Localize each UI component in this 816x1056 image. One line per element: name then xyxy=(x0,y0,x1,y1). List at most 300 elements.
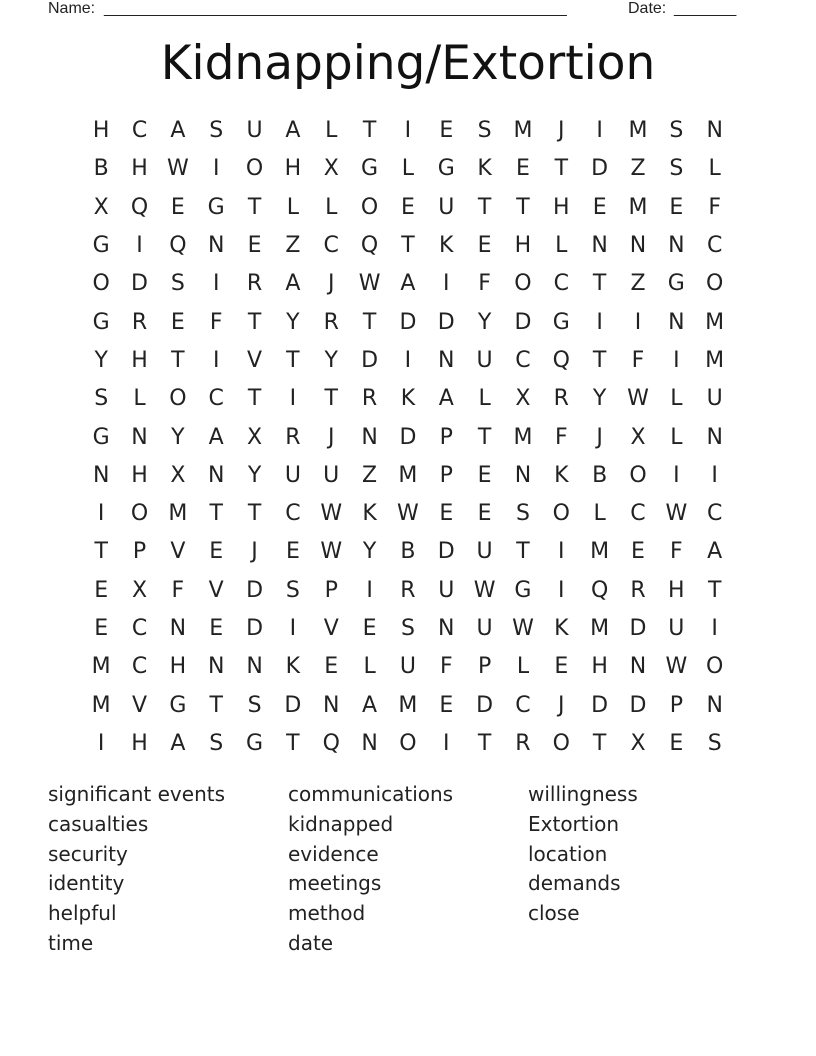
grid-letter[interactable]: D xyxy=(246,616,264,641)
grid-letter[interactable]: W xyxy=(665,654,688,680)
grid-letter[interactable]: S xyxy=(285,577,300,603)
grid-letter[interactable]: H xyxy=(131,462,148,488)
grid-letter[interactable]: I xyxy=(404,118,412,144)
grid-letter[interactable]: G xyxy=(246,730,264,756)
grid-letter[interactable]: S xyxy=(247,692,262,718)
grid-row xyxy=(82,189,734,227)
grid-letter[interactable]: Q xyxy=(130,194,149,220)
grid-letter[interactable]: I xyxy=(673,347,680,373)
grid-letter[interactable]: Y xyxy=(477,309,492,335)
grid-letter[interactable]: Z xyxy=(285,233,301,259)
grid-letter[interactable]: T xyxy=(286,730,300,756)
grid-letter[interactable]: Q xyxy=(169,233,187,259)
grid-letter[interactable]: N xyxy=(169,616,187,641)
grid-letter[interactable]: D xyxy=(284,692,302,718)
grid-letter[interactable]: I xyxy=(212,156,220,182)
grid-letter[interactable]: I xyxy=(443,271,450,297)
grid-letter[interactable]: O xyxy=(706,271,724,297)
grid-letter[interactable]: O xyxy=(360,194,379,220)
grid-letter[interactable]: H xyxy=(169,654,187,680)
grid-letter[interactable]: X xyxy=(630,424,646,450)
grid-letter[interactable]: I xyxy=(289,386,297,412)
word-column xyxy=(528,780,768,959)
grid-letter[interactable]: U xyxy=(476,616,493,641)
grid-letter[interactable]: I xyxy=(596,118,603,144)
grid-letter[interactable]: V xyxy=(323,616,339,641)
grid-row xyxy=(82,495,734,533)
grid-letter[interactable]: F xyxy=(478,271,491,297)
grid-letter[interactable]: N xyxy=(514,462,532,488)
grid-letter[interactable]: I xyxy=(558,539,565,565)
grid-letter[interactable]: K xyxy=(439,233,454,259)
grid-letter[interactable]: D xyxy=(591,156,609,182)
grid-letter[interactable]: E xyxy=(324,654,339,680)
grid-letter[interactable]: D xyxy=(591,692,609,718)
grid-letter[interactable]: Y xyxy=(324,347,338,373)
grid-letter[interactable]: Q xyxy=(322,730,340,756)
grid-letter[interactable]: U xyxy=(438,577,455,603)
grid-letter[interactable]: T xyxy=(94,539,108,565)
grid-letter[interactable]: V xyxy=(170,539,186,565)
grid-letter[interactable]: R xyxy=(630,577,646,603)
grid-letter[interactable]: X xyxy=(247,424,263,450)
grid-letter[interactable]: D xyxy=(437,539,455,565)
grid-letter[interactable]: U xyxy=(706,386,723,412)
grid-letter[interactable]: N xyxy=(629,654,647,680)
grid-letter[interactable]: F xyxy=(209,309,223,335)
grid-letter[interactable]: D xyxy=(437,309,455,335)
grid-letter[interactable]: I xyxy=(711,462,718,488)
grid-letter[interactable]: Y xyxy=(247,462,262,488)
grid-letter[interactable]: F xyxy=(554,424,568,450)
grid-letter[interactable]: X xyxy=(323,156,339,182)
grid-letter[interactable]: T xyxy=(247,501,262,527)
grid-letter[interactable]: R xyxy=(553,386,569,412)
grid-letter[interactable]: S xyxy=(477,118,492,144)
grid-letter[interactable]: N xyxy=(706,692,723,718)
grid-letter[interactable]: F xyxy=(171,577,185,603)
grid-letter[interactable]: O xyxy=(552,730,570,756)
grid-letter[interactable]: N xyxy=(438,347,455,373)
grid-letter[interactable]: X xyxy=(630,730,646,756)
grid-letter[interactable]: C xyxy=(706,501,723,527)
grid-letter[interactable]: X xyxy=(170,462,186,488)
grid-letter[interactable]: K xyxy=(285,654,301,680)
grid-letter[interactable]: L xyxy=(555,233,568,259)
grid-letter[interactable]: L xyxy=(593,501,606,527)
grid-letter[interactable]: I xyxy=(711,616,718,641)
grid-letter[interactable]: E xyxy=(439,692,454,718)
grid-letter[interactable]: H xyxy=(668,577,685,603)
grid-letter[interactable]: J xyxy=(596,424,603,450)
grid-letter[interactable]: C xyxy=(515,347,531,373)
grid-letter[interactable]: T xyxy=(171,347,185,373)
grid-letter[interactable]: R xyxy=(323,309,339,335)
grid-letter[interactable]: M xyxy=(513,118,533,144)
grid-letter[interactable]: I xyxy=(366,577,373,603)
grid-letter[interactable]: H xyxy=(284,156,302,182)
grid-letter[interactable]: S xyxy=(515,501,530,527)
grid-letter[interactable]: L xyxy=(133,386,146,412)
grid-letter[interactable]: Y xyxy=(286,309,300,335)
grid-letter[interactable]: E xyxy=(94,616,109,641)
grid-letter[interactable]: E xyxy=(477,233,492,259)
grid-letter[interactable]: U xyxy=(476,347,493,373)
grid-letter[interactable]: E xyxy=(209,616,224,641)
grid-letter[interactable]: U xyxy=(399,654,416,680)
grid-letter[interactable]: K xyxy=(554,462,569,488)
grid-letter[interactable]: I xyxy=(673,462,680,488)
grid-letter[interactable]: L xyxy=(401,156,415,182)
grid-letter[interactable]: D xyxy=(361,347,379,373)
grid-letter[interactable]: C xyxy=(553,271,569,297)
grid-letter[interactable]: E xyxy=(439,118,454,144)
grid-letter[interactable]: W xyxy=(473,577,496,603)
grid-letter[interactable]: U xyxy=(284,462,301,488)
grid-letter[interactable]: V xyxy=(131,692,148,718)
grid-letter[interactable]: U xyxy=(246,118,263,144)
grid-letter[interactable]: Y xyxy=(171,424,185,450)
grid-letter[interactable]: N xyxy=(361,424,378,450)
grid-letter[interactable]: W xyxy=(512,616,534,641)
grid-letter[interactable]: M xyxy=(628,118,648,144)
grid-letter[interactable]: B xyxy=(93,156,109,182)
grid-letter[interactable]: F xyxy=(670,539,683,565)
grid-letter[interactable]: U xyxy=(476,539,493,565)
grid-letter[interactable]: G xyxy=(207,194,225,220)
grid-letter[interactable]: O xyxy=(399,730,417,756)
grid-letter[interactable]: M xyxy=(513,424,533,450)
grid-letter[interactable]: L xyxy=(325,194,338,220)
grid-letter[interactable]: T xyxy=(516,194,530,220)
grid-letter[interactable]: I xyxy=(443,730,450,756)
grid-letter[interactable]: S xyxy=(707,730,722,756)
grid-letter[interactable]: A xyxy=(400,271,416,297)
grid-letter[interactable]: A xyxy=(362,692,378,718)
grid-letter[interactable]: Q xyxy=(552,347,570,373)
grid-letter[interactable]: E xyxy=(285,539,300,565)
grid-letter[interactable]: S xyxy=(209,730,224,756)
grid-letter[interactable]: G xyxy=(437,156,455,182)
grid-letter[interactable]: H xyxy=(131,156,148,182)
header xyxy=(48,0,748,20)
grid-letter[interactable]: N xyxy=(706,118,723,144)
grid-letter[interactable]: N xyxy=(668,233,685,259)
grid-letter[interactable]: W xyxy=(320,501,343,527)
grid-letter[interactable]: J xyxy=(251,539,258,565)
grid-letter[interactable]: R xyxy=(400,577,416,603)
grid-letter[interactable]: S xyxy=(400,616,415,641)
grid-letter[interactable]: W xyxy=(627,386,649,412)
grid-letter[interactable]: J xyxy=(558,692,565,718)
grid-letter[interactable]: G xyxy=(361,156,379,182)
grid-letter[interactable]: Z xyxy=(630,271,646,297)
grid-letter[interactable]: L xyxy=(670,424,683,450)
grid-letter[interactable]: A xyxy=(285,271,301,297)
grid-letter[interactable]: W xyxy=(320,539,343,565)
grid-letter[interactable]: R xyxy=(361,386,378,412)
grid-letter[interactable]: C xyxy=(515,692,531,718)
grid-letter[interactable]: T xyxy=(209,501,223,527)
grid-letter[interactable]: P xyxy=(324,577,338,603)
grid-letter[interactable]: N xyxy=(629,233,647,259)
grid-letter[interactable]: I xyxy=(404,347,412,373)
grid-letter[interactable]: N xyxy=(131,424,148,450)
grid-letter[interactable]: T xyxy=(247,194,262,220)
grid-letter[interactable]: I xyxy=(97,730,105,756)
grid-letter[interactable]: G xyxy=(552,309,570,335)
grid-letter[interactable]: H xyxy=(131,730,148,756)
grid-letter[interactable]: E xyxy=(362,616,377,641)
grid-letter[interactable]: K xyxy=(362,501,377,527)
grid-letter[interactable]: T xyxy=(362,309,377,335)
grid-letter[interactable]: S xyxy=(669,156,684,182)
grid-letter[interactable]: T xyxy=(554,156,569,182)
grid-letter[interactable]: R xyxy=(515,730,531,756)
grid-letter[interactable]: P xyxy=(439,462,453,488)
grid-letter[interactable]: O xyxy=(706,654,724,680)
grid-letter[interactable]: E xyxy=(170,194,185,220)
grid-letter[interactable]: L xyxy=(670,386,683,412)
grid-letter[interactable]: E xyxy=(669,194,684,220)
grid-letter[interactable]: T xyxy=(401,233,415,259)
grid-letter[interactable]: S xyxy=(170,271,185,297)
grid-row xyxy=(82,686,734,724)
grid-letter[interactable]: Z xyxy=(630,156,646,182)
grid-letter[interactable]: M xyxy=(628,194,648,220)
grid-letter[interactable]: M xyxy=(91,692,111,718)
grid-letter[interactable]: E xyxy=(247,233,262,259)
grid-letter[interactable]: M xyxy=(91,654,111,680)
grid-letter[interactable]: F xyxy=(708,194,721,220)
grid-letter[interactable]: Y xyxy=(94,347,108,373)
grid-letter[interactable]: T xyxy=(477,730,492,756)
grid-letter[interactable]: X xyxy=(93,194,109,220)
grid-letter[interactable]: T xyxy=(324,386,338,412)
grid-letter[interactable]: U xyxy=(668,616,685,641)
grid-letter[interactable]: Z xyxy=(362,462,378,488)
grid-letter[interactable]: A xyxy=(170,730,186,756)
date-label: Date: xyxy=(628,0,667,17)
grid-letter[interactable]: O xyxy=(514,271,532,297)
grid-letter[interactable]: D xyxy=(629,616,647,641)
grid-letter[interactable]: A xyxy=(170,118,186,144)
grid-letter[interactable]: I xyxy=(634,309,642,335)
grid-letter[interactable]: N xyxy=(591,233,608,259)
grid-letter[interactable]: U xyxy=(438,194,455,220)
grid-letter[interactable]: D xyxy=(246,577,264,603)
grid-letter[interactable]: M xyxy=(398,692,418,718)
grid-letter[interactable]: E xyxy=(400,194,415,220)
grid-letter[interactable]: N xyxy=(92,462,110,488)
grid-letter[interactable]: H xyxy=(131,347,148,373)
grid-letter[interactable]: O xyxy=(629,462,647,488)
grid-letter[interactable]: E xyxy=(554,654,569,680)
grid-letter[interactable]: C xyxy=(131,616,148,641)
grid-letter[interactable]: M xyxy=(705,309,725,335)
grid-letter[interactable]: A xyxy=(208,424,224,450)
grid-letter[interactable]: C xyxy=(323,233,339,259)
grid-letter[interactable]: G xyxy=(92,424,110,450)
grid-letter[interactable]: J xyxy=(558,118,565,144)
grid-letter[interactable]: I xyxy=(212,271,220,297)
grid-letter[interactable]: T xyxy=(477,424,492,450)
grid-letter[interactable]: T xyxy=(477,194,492,220)
grid-letter[interactable]: V xyxy=(208,577,224,603)
grid-letter[interactable]: L xyxy=(286,194,300,220)
grid-letter[interactable]: H xyxy=(514,233,532,259)
grid-letter[interactable]: A xyxy=(285,118,301,144)
grid-letter[interactable]: N xyxy=(207,462,225,488)
grid-letter[interactable]: I xyxy=(136,233,143,259)
grid-letter[interactable]: N xyxy=(668,309,685,335)
grid-letter[interactable]: T xyxy=(516,539,530,565)
grid-letter[interactable]: P xyxy=(439,424,453,450)
grid-letter[interactable]: J xyxy=(327,424,335,450)
grid-letter[interactable]: L xyxy=(516,654,530,680)
grid-letter[interactable]: T xyxy=(362,118,377,144)
grid-letter[interactable]: E xyxy=(669,730,684,756)
grid-letter[interactable]: H xyxy=(591,654,608,680)
grid-letter[interactable]: O xyxy=(552,501,570,527)
grid-letter[interactable]: O xyxy=(92,271,110,297)
grid-letter[interactable]: W xyxy=(358,271,381,297)
grid-letter[interactable]: J xyxy=(327,271,335,297)
grid-row xyxy=(82,342,734,380)
grid-row xyxy=(82,418,734,456)
grid-letter[interactable]: D xyxy=(629,692,647,718)
grid-letter[interactable]: S xyxy=(669,118,684,144)
grid-letter[interactable]: M xyxy=(168,501,188,527)
grid-letter[interactable]: G xyxy=(514,577,532,603)
grid-letter[interactable]: N xyxy=(438,616,455,641)
grid-letter[interactable]: H xyxy=(553,194,570,220)
grid-letter[interactable]: C xyxy=(706,233,723,259)
grid-letter[interactable]: M xyxy=(705,347,725,373)
grid-letter[interactable]: R xyxy=(131,309,148,335)
grid-letter[interactable]: L xyxy=(363,654,376,680)
grid-letter[interactable]: E xyxy=(209,539,224,565)
grid-letter[interactable]: M xyxy=(398,462,418,488)
grid-letter[interactable]: E xyxy=(516,156,530,182)
grid-letter[interactable]: T xyxy=(247,386,262,412)
grid-letter[interactable]: W xyxy=(166,156,189,182)
grid-letter[interactable]: N xyxy=(323,692,340,718)
grid-letter[interactable]: C xyxy=(285,501,301,527)
grid-letter[interactable]: I xyxy=(212,347,220,373)
grid-row xyxy=(82,457,734,495)
grid-letter[interactable]: P xyxy=(669,692,683,718)
grid-letter[interactable]: N xyxy=(207,233,225,259)
grid-letter[interactable]: G xyxy=(92,309,110,335)
grid-letter[interactable]: H xyxy=(92,118,110,144)
grid-letter[interactable]: W xyxy=(397,501,419,527)
grid-letter[interactable]: X xyxy=(131,577,148,603)
grid-letter[interactable]: T xyxy=(247,309,262,335)
grid-letter[interactable]: I xyxy=(558,577,565,603)
grid-letter[interactable]: Y xyxy=(362,539,377,565)
grid-letter[interactable]: K xyxy=(400,386,416,412)
grid-letter[interactable]: N xyxy=(207,654,225,680)
grid-letter[interactable]: T xyxy=(286,347,300,373)
grid-letter[interactable]: L xyxy=(325,118,338,144)
grid-letter[interactable]: I xyxy=(97,501,105,527)
grid-letter[interactable]: N xyxy=(361,730,378,756)
grid-letter[interactable]: F xyxy=(439,654,453,680)
grid-letter[interactable]: C xyxy=(208,386,224,412)
grid-letter[interactable]: O xyxy=(130,501,149,527)
grid-letter[interactable]: E xyxy=(592,194,607,220)
grid-letter[interactable]: K xyxy=(477,156,492,182)
grid-letter[interactable]: N xyxy=(246,654,263,680)
grid-letter[interactable]: G xyxy=(667,271,685,297)
grid-letter[interactable]: W xyxy=(665,501,688,527)
grid-letter[interactable]: C xyxy=(131,118,148,144)
grid-letter[interactable]: D xyxy=(131,271,148,297)
grid-letter[interactable]: M xyxy=(590,616,610,641)
grid-letter[interactable]: V xyxy=(247,347,263,373)
grid-letter[interactable]: K xyxy=(554,616,569,641)
grid-letter[interactable]: T xyxy=(707,577,722,603)
grid-letter[interactable]: S xyxy=(209,118,224,144)
grid-letter[interactable]: M xyxy=(590,539,610,565)
grid-letter[interactable]: A xyxy=(707,539,723,565)
grid-letter[interactable]: O xyxy=(245,156,264,182)
grid-letter[interactable]: G xyxy=(92,233,110,259)
grid-letter[interactable]: Y xyxy=(592,386,607,412)
grid-letter[interactable]: R xyxy=(285,424,301,450)
grid-letter[interactable]: I xyxy=(596,309,603,335)
grid-letter[interactable]: R xyxy=(246,271,263,297)
grid-letter[interactable]: E xyxy=(94,577,109,603)
grid-letter[interactable]: C xyxy=(131,654,148,680)
grid-letter[interactable]: O xyxy=(169,386,187,412)
grid-letter[interactable]: F xyxy=(631,347,645,373)
grid-letter[interactable]: P xyxy=(477,654,492,680)
grid-letter[interactable]: D xyxy=(514,309,532,335)
grid-letter[interactable]: Q xyxy=(590,577,609,603)
grid-letter[interactable]: E xyxy=(439,501,454,527)
grid-letter[interactable]: P xyxy=(132,539,147,565)
grid-letter[interactable]: Q xyxy=(360,233,379,259)
grid-letter[interactable]: U xyxy=(323,462,340,488)
grid-letter[interactable]: B xyxy=(592,462,608,488)
grid-letter[interactable]: C xyxy=(630,501,646,527)
grid-letter[interactable]: E xyxy=(477,501,492,527)
grid-letter[interactable]: X xyxy=(515,386,531,412)
grid-letter[interactable]: E xyxy=(170,309,185,335)
grid-letter[interactable]: D xyxy=(476,692,494,718)
grid-letter[interactable]: B xyxy=(400,539,416,565)
grid-letter[interactable]: G xyxy=(169,692,187,718)
grid-letter[interactable]: I xyxy=(289,616,297,641)
grid-letter[interactable]: E xyxy=(631,539,645,565)
grid-letter[interactable]: E xyxy=(477,462,492,488)
grid-letter[interactable]: N xyxy=(706,424,723,450)
grid-letter[interactable]: L xyxy=(478,386,491,412)
word-list-item: helpful xyxy=(48,901,117,926)
grid-letter[interactable]: T xyxy=(209,692,223,718)
grid-letter[interactable]: D xyxy=(399,424,417,450)
grid-letter[interactable]: S xyxy=(94,386,109,412)
grid-row xyxy=(82,265,734,303)
grid-letter[interactable]: T xyxy=(592,271,607,297)
grid-letter[interactable]: T xyxy=(592,347,607,373)
grid-letter[interactable]: T xyxy=(592,730,607,756)
grid-letter[interactable]: L xyxy=(708,156,721,182)
grid-letter[interactable]: D xyxy=(399,309,417,335)
grid-letter[interactable]: A xyxy=(438,386,454,412)
